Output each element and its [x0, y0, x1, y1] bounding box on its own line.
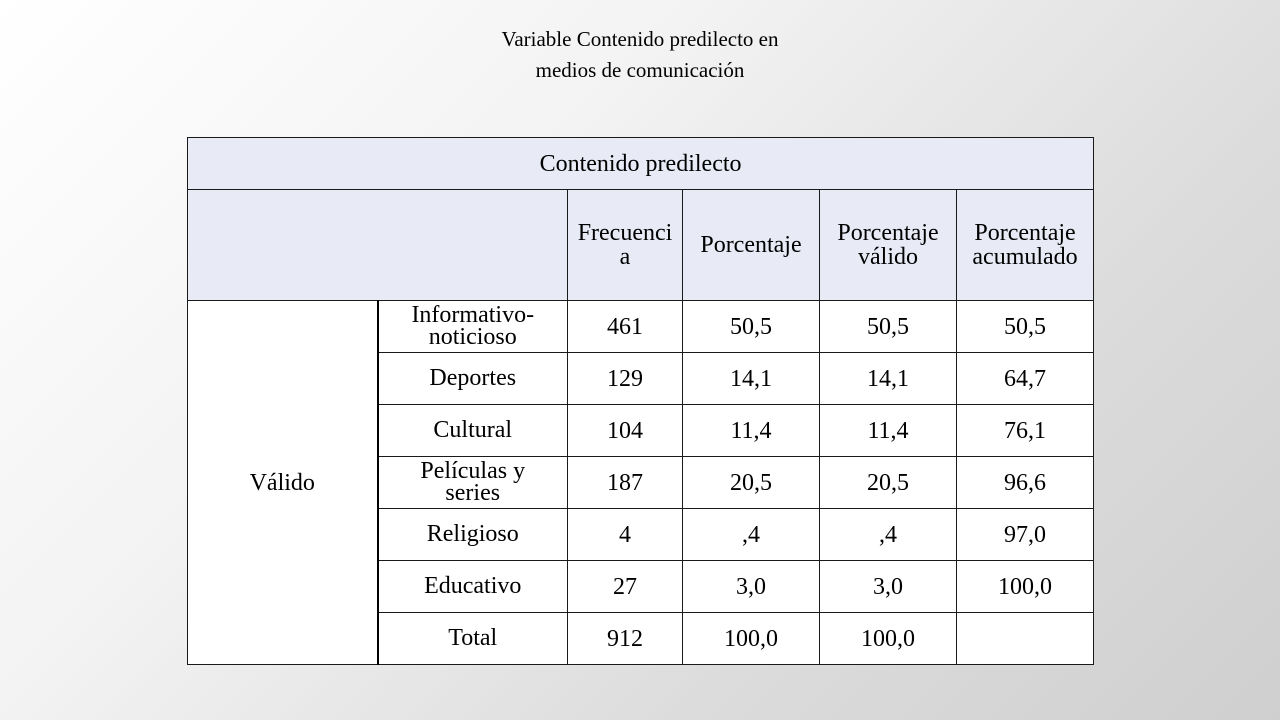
- header-porcentaje-acumulado: Porcentaje acumulado: [957, 190, 1094, 301]
- frecuencia-cell: 4: [568, 509, 683, 561]
- frecuencia-cell: 187: [568, 457, 683, 509]
- table-row: [188, 301, 1094, 353]
- porcentaje-valido-cell: 100,0: [820, 613, 957, 665]
- category-cell: Películas y series: [378, 457, 568, 509]
- header-porcentaje-valido: Porcentaje válido: [820, 190, 957, 301]
- category-cell: Deportes: [378, 353, 568, 405]
- porcentaje-cell: 20,5: [683, 457, 820, 509]
- category-cell: Informativo- noticioso: [378, 301, 568, 353]
- table-title: Contenido predilecto: [188, 138, 1094, 190]
- porcentaje-cell: 3,0: [683, 561, 820, 613]
- porcentaje-valido-cell: 14,1: [820, 353, 957, 405]
- porcentaje-valido-cell: 50,5: [820, 301, 957, 353]
- category-cell: Total: [378, 613, 568, 665]
- porcentaje-cell: 50,5: [683, 301, 820, 353]
- page-title: [440, 24, 840, 86]
- porcentaje-valido-cell: ,4: [820, 509, 957, 561]
- porcentaje-cell: 100,0: [683, 613, 820, 665]
- porcentaje-acumulado-cell: 76,1: [957, 405, 1094, 457]
- table-title-row: [188, 138, 1094, 190]
- porcentaje-acumulado-cell: [957, 613, 1094, 665]
- porcentaje-cell: 11,4: [683, 405, 820, 457]
- header-porcentaje: Porcentaje: [683, 190, 820, 301]
- category-cell: Educativo: [378, 561, 568, 613]
- category-cell: Religioso: [378, 509, 568, 561]
- porcentaje-acumulado-cell: 97,0: [957, 509, 1094, 561]
- frequency-table: [187, 137, 1094, 665]
- porcentaje-acumulado-cell: 100,0: [957, 561, 1094, 613]
- frecuencia-cell: 104: [568, 405, 683, 457]
- table-header-row: [188, 190, 1094, 301]
- frecuencia-cell: 129: [568, 353, 683, 405]
- header-frecuencia: Frecuenci a: [568, 190, 683, 301]
- title-line-2: medios de comunicación: [535, 58, 745, 82]
- porcentaje-cell: ,4: [683, 509, 820, 561]
- porcentaje-acumulado-cell: 96,6: [957, 457, 1094, 509]
- frecuencia-cell: 461: [568, 301, 683, 353]
- porcentaje-valido-cell: 20,5: [820, 457, 957, 509]
- porcentaje-valido-cell: 3,0: [820, 561, 957, 613]
- porcentaje-acumulado-cell: 50,5: [957, 301, 1094, 353]
- porcentaje-cell: 14,1: [683, 353, 820, 405]
- group-label-valido: Válido: [188, 301, 378, 665]
- title-line-1: Variable Contenido predilecto en: [501, 27, 779, 51]
- porcentaje-valido-cell: 11,4: [820, 405, 957, 457]
- header-corner: [188, 190, 568, 301]
- porcentaje-acumulado-cell: 64,7: [957, 353, 1094, 405]
- frecuencia-cell: 27: [568, 561, 683, 613]
- category-cell: Cultural: [378, 405, 568, 457]
- frecuencia-cell: 912: [568, 613, 683, 665]
